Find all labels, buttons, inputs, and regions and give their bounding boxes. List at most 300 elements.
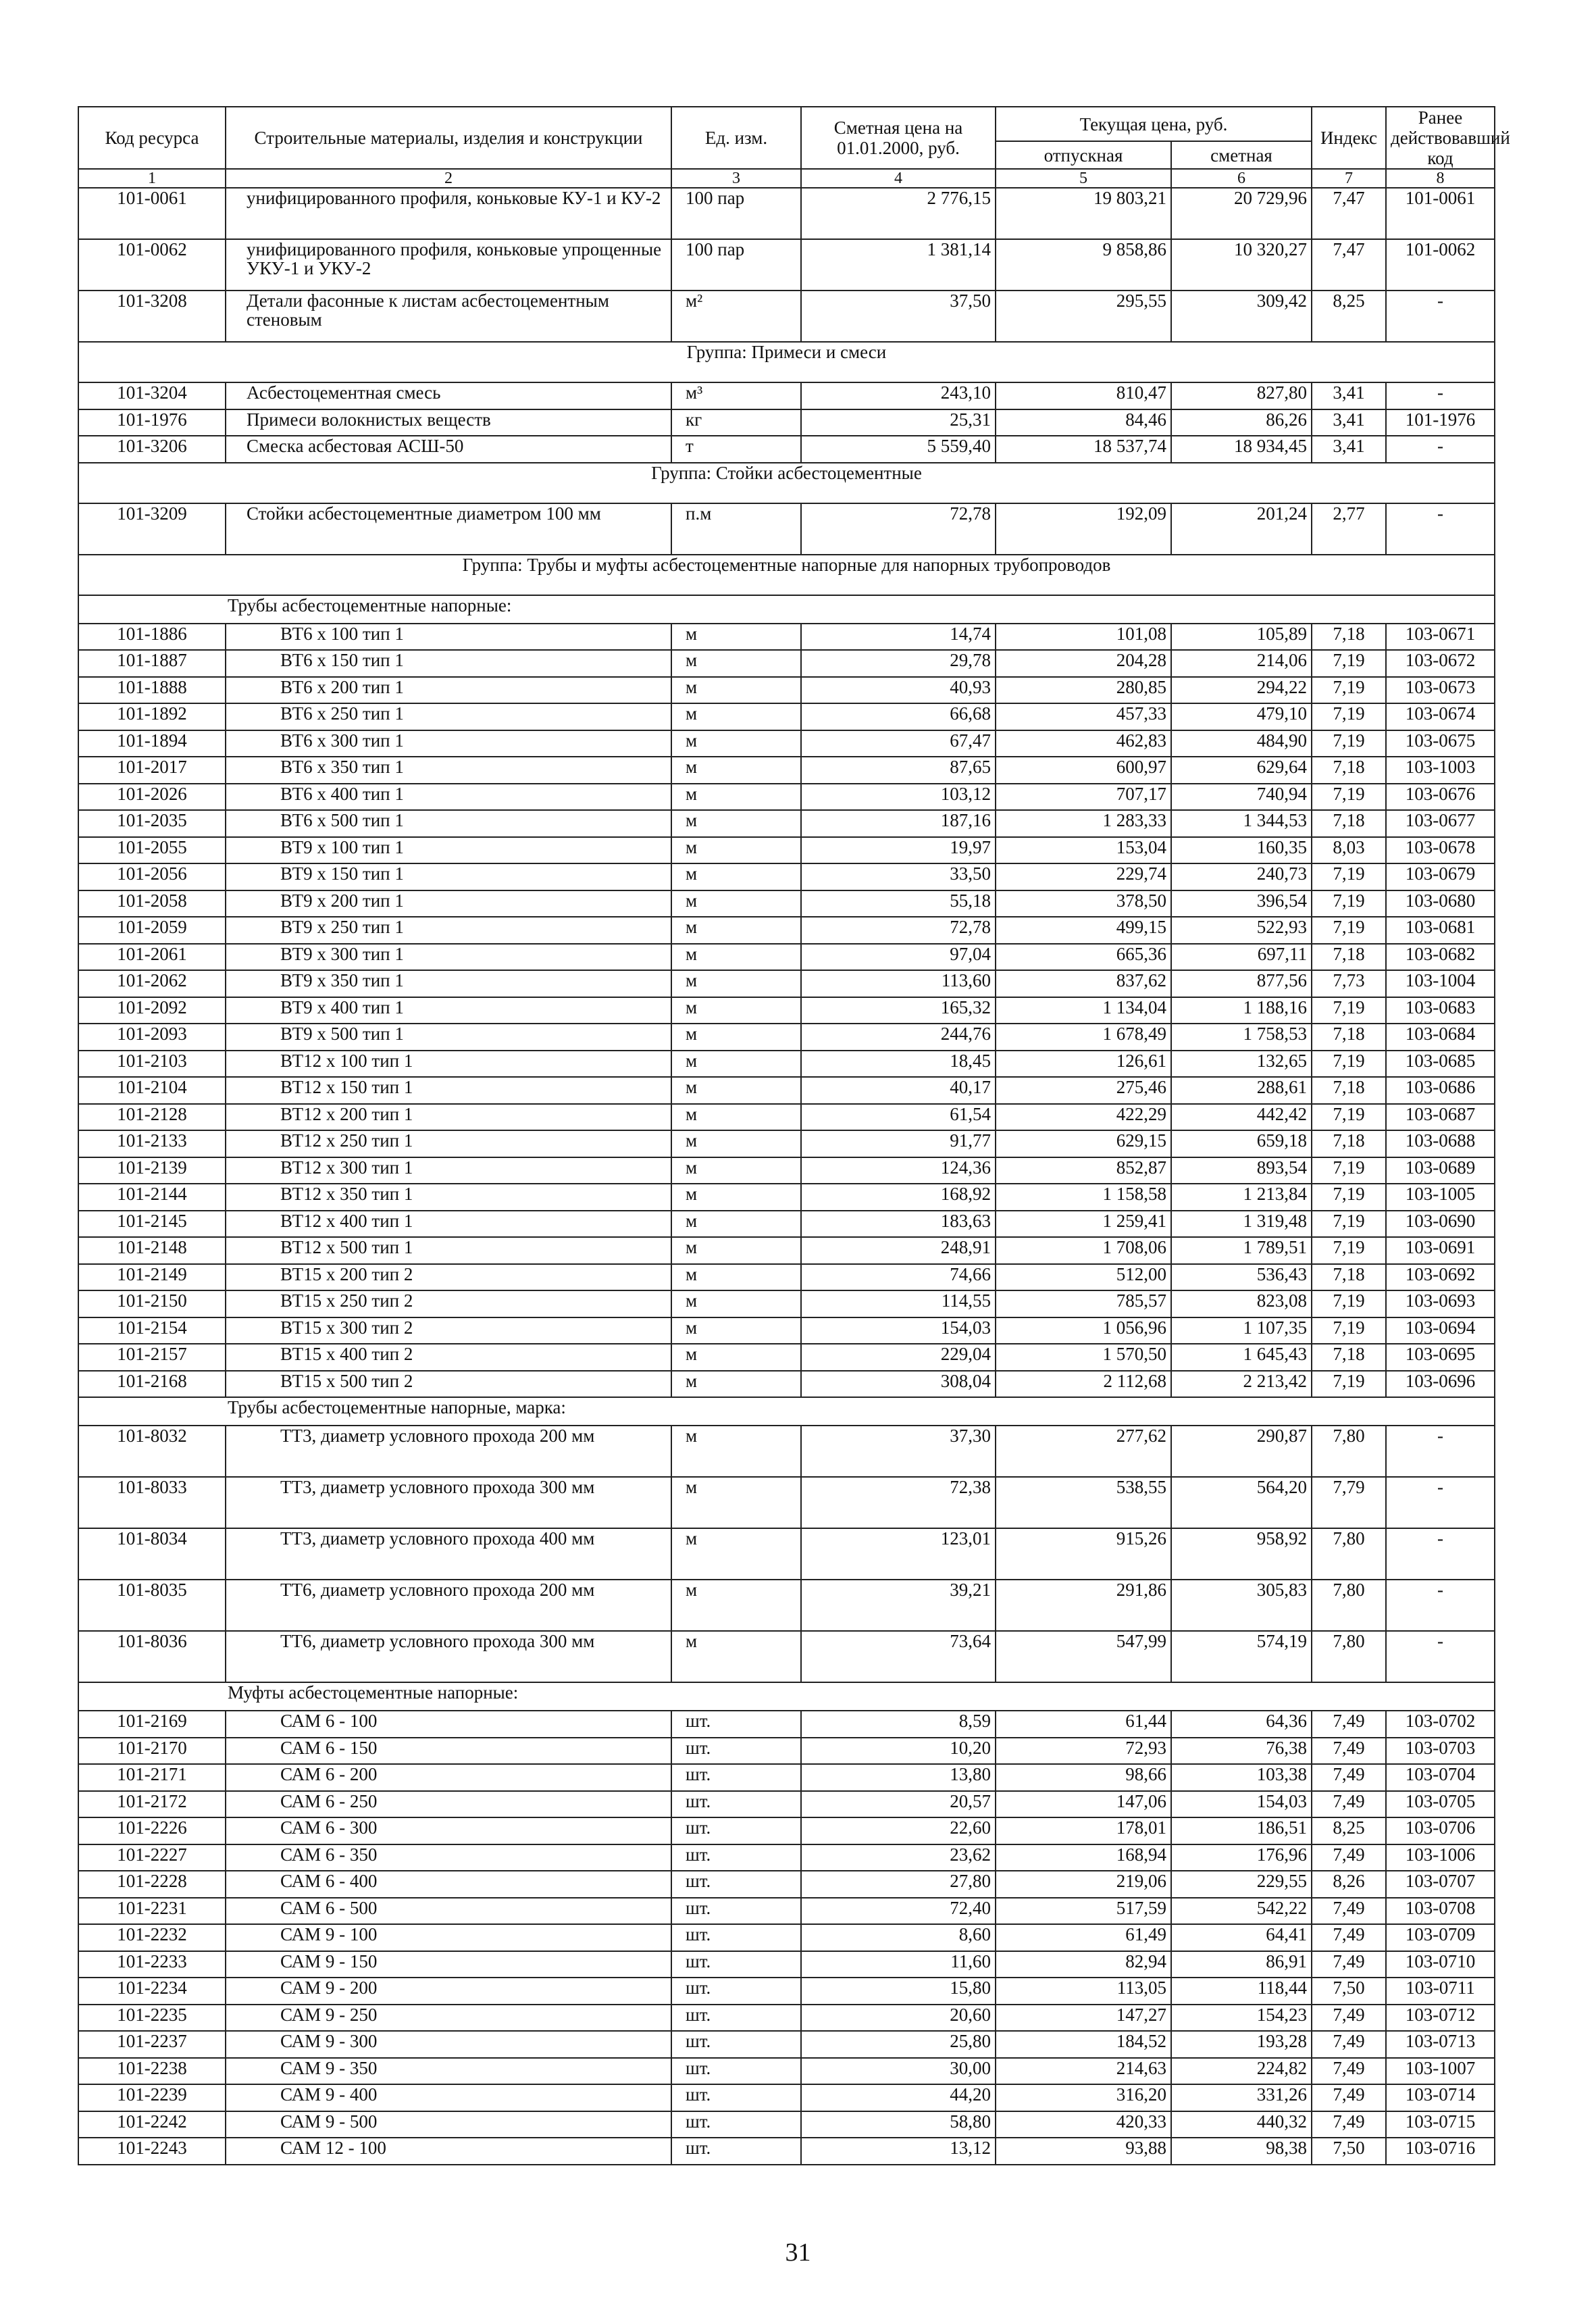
cell-base-price: 67,47	[801, 730, 996, 757]
table-row	[78, 1317, 1495, 1344]
cell-name: САМ 6 - 250	[226, 1791, 671, 1818]
cell-name: ВТ6 х 150 тип 1	[226, 650, 671, 677]
cell-index: 7,19	[1312, 703, 1386, 730]
cell-code: 101-8033	[78, 1477, 226, 1528]
cell-unit: м	[671, 970, 801, 997]
cell-index: 7,49	[1312, 1764, 1386, 1791]
cell-estimate-price: 64,41	[1171, 1924, 1312, 1951]
cell-name: ВТ15 х 400 тип 2	[226, 1344, 671, 1371]
cell-name: САМ 9 - 200	[226, 1978, 671, 2005]
cell-estimate-price: 288,61	[1171, 1077, 1312, 1104]
cell-code: 101-2035	[78, 810, 226, 837]
cell-previous-code: 103-0682	[1386, 944, 1495, 971]
cell-index: 7,80	[1312, 1580, 1386, 1631]
cell-estimate-price: 64,36	[1171, 1711, 1312, 1738]
cell-previous-code: 103-0678	[1386, 837, 1495, 864]
cell-unit: шт.	[671, 1791, 801, 1818]
cell-unit: м	[671, 1344, 801, 1371]
cell-name: ВТ15 х 300 тип 2	[226, 1317, 671, 1344]
table-row	[78, 2005, 1495, 2032]
cell-name: ТТ6, диаметр условного прохода 200 мм	[226, 1580, 671, 1631]
cell-base-price: 30,00	[801, 2058, 996, 2085]
cell-release-price: 1 570,50	[996, 1344, 1171, 1371]
table-row	[78, 291, 1495, 342]
cell-code: 101-2231	[78, 1898, 226, 1925]
table-row	[78, 409, 1495, 436]
group-heading: Группа: Стойки асбестоцементные	[78, 463, 1495, 503]
cell-release-price: 168,94	[996, 1844, 1171, 1871]
cell-previous-code: 103-0683	[1386, 997, 1495, 1024]
cell-unit: м	[671, 1157, 801, 1184]
cell-estimate-price: 1 344,53	[1171, 810, 1312, 837]
cell-previous-code: 103-0680	[1386, 890, 1495, 917]
cell-index: 7,18	[1312, 624, 1386, 651]
cell-unit: м	[671, 784, 801, 811]
cell-previous-code: 103-1003	[1386, 757, 1495, 784]
cell-code: 101-2237	[78, 2031, 226, 2058]
cell-release-price: 184,52	[996, 2031, 1171, 2058]
cell-previous-code: 101-1976	[1386, 409, 1495, 436]
cell-previous-code: 103-0715	[1386, 2111, 1495, 2138]
cell-base-price: 87,65	[801, 757, 996, 784]
cell-index: 7,19	[1312, 1211, 1386, 1238]
cell-index: 7,79	[1312, 1477, 1386, 1528]
cell-base-price: 72,38	[801, 1477, 996, 1528]
cell-unit: шт.	[671, 2111, 801, 2138]
header-base-price: Сметная цена на 01.01.2000, руб.	[801, 107, 996, 169]
table-row	[78, 188, 1495, 239]
cell-unit: м³	[671, 382, 801, 409]
table-row	[78, 239, 1495, 291]
cell-index: 7,19	[1312, 1051, 1386, 1078]
cell-release-price: 517,59	[996, 1898, 1171, 1925]
cell-previous-code: 103-0687	[1386, 1104, 1495, 1131]
cell-code: 101-2239	[78, 2084, 226, 2111]
cell-previous-code: 103-0702	[1386, 1711, 1495, 1738]
table-row	[78, 624, 1495, 651]
header-index: Индекс	[1312, 107, 1386, 169]
cell-estimate-price: 396,54	[1171, 890, 1312, 917]
cell-estimate-price: 522,93	[1171, 917, 1312, 944]
cell-previous-code: 103-0711	[1386, 1978, 1495, 2005]
cell-index: 2,77	[1312, 503, 1386, 555]
cell-code: 101-2139	[78, 1157, 226, 1184]
cell-previous-code: 103-0690	[1386, 1211, 1495, 1238]
cell-index: 7,50	[1312, 2138, 1386, 2165]
cell-previous-code: 103-0685	[1386, 1051, 1495, 1078]
cell-estimate-price: 305,83	[1171, 1580, 1312, 1631]
cell-code: 101-0061	[78, 188, 226, 239]
cell-code: 101-1886	[78, 624, 226, 651]
cell-unit: шт.	[671, 2058, 801, 2085]
cell-code: 101-8032	[78, 1426, 226, 1477]
cell-release-price: 204,28	[996, 650, 1171, 677]
cell-unit: 100 пар	[671, 239, 801, 291]
cell-previous-code: 103-0675	[1386, 730, 1495, 757]
cell-code: 101-1892	[78, 703, 226, 730]
cell-previous-code: 103-0694	[1386, 1317, 1495, 1344]
cell-estimate-price: 479,10	[1171, 703, 1312, 730]
header-column-numbers	[78, 169, 1495, 188]
cell-code: 101-2227	[78, 1844, 226, 1871]
cell-release-price: 665,36	[996, 944, 1171, 971]
cell-release-price: 84,46	[996, 409, 1171, 436]
cell-index: 8,25	[1312, 1817, 1386, 1844]
cell-estimate-price: 176,96	[1171, 1844, 1312, 1871]
cell-index: 7,49	[1312, 1898, 1386, 1925]
cell-estimate-price: 154,03	[1171, 1791, 1312, 1818]
cell-estimate-price: 440,32	[1171, 2111, 1312, 2138]
cell-index: 8,26	[1312, 1871, 1386, 1898]
cell-base-price: 72,78	[801, 503, 996, 555]
cell-release-price: 1 708,06	[996, 1237, 1171, 1264]
cell-release-price: 600,97	[996, 757, 1171, 784]
header-unit: Ед. изм.	[671, 107, 801, 169]
cell-unit: м	[671, 703, 801, 730]
cell-index: 7,49	[1312, 1738, 1386, 1765]
cell-previous-code: -	[1386, 291, 1495, 342]
table-row	[78, 1290, 1495, 1317]
table-row	[78, 382, 1495, 409]
cell-estimate-price: 229,55	[1171, 1871, 1312, 1898]
cell-previous-code: 103-0705	[1386, 1791, 1495, 1818]
table-row	[78, 1738, 1495, 1765]
cell-base-price: 183,63	[801, 1211, 996, 1238]
cell-code: 101-2145	[78, 1211, 226, 1238]
cell-release-price: 153,04	[996, 837, 1171, 864]
cell-index: 7,49	[1312, 1924, 1386, 1951]
table-row	[78, 2111, 1495, 2138]
cell-code: 101-8035	[78, 1580, 226, 1631]
cell-unit: шт.	[671, 1898, 801, 1925]
cell-previous-code: 103-0693	[1386, 1290, 1495, 1317]
cell-base-price: 18,45	[801, 1051, 996, 1078]
cell-name: ВТ9 х 250 тип 1	[226, 917, 671, 944]
cell-index: 7,50	[1312, 1978, 1386, 2005]
cell-unit: м	[671, 1024, 801, 1051]
cell-previous-code: 103-1005	[1386, 1184, 1495, 1211]
cell-index: 7,49	[1312, 1791, 1386, 1818]
cell-estimate-price: 1 789,51	[1171, 1237, 1312, 1264]
cell-name: Стойки асбестоцементные диаметром 100 мм	[226, 503, 671, 555]
cell-index: 7,18	[1312, 1130, 1386, 1157]
table-row	[78, 1211, 1495, 1238]
cell-previous-code: 103-0684	[1386, 1024, 1495, 1051]
cell-code: 101-1888	[78, 677, 226, 704]
cell-name: ВТ12 х 100 тип 1	[226, 1051, 671, 1078]
cell-name: ВТ12 х 400 тип 1	[226, 1211, 671, 1238]
cell-release-price: 101,08	[996, 624, 1171, 651]
cell-index: 7,19	[1312, 1317, 1386, 1344]
cell-estimate-price: 1 188,16	[1171, 997, 1312, 1024]
cell-base-price: 61,54	[801, 1104, 996, 1131]
cell-previous-code: 103-0676	[1386, 784, 1495, 811]
table-row	[78, 436, 1495, 463]
cell-estimate-price: 76,38	[1171, 1738, 1312, 1765]
cell-previous-code: 103-0706	[1386, 1817, 1495, 1844]
column-number: 8	[1386, 169, 1495, 188]
cell-code: 101-2168	[78, 1371, 226, 1398]
cell-estimate-price: 331,26	[1171, 2084, 1312, 2111]
cell-unit: м	[671, 890, 801, 917]
cell-index: 7,19	[1312, 1104, 1386, 1131]
table-row	[78, 1951, 1495, 1978]
cell-index: 7,19	[1312, 1290, 1386, 1317]
cell-index: 7,19	[1312, 1157, 1386, 1184]
cell-previous-code: 103-0695	[1386, 1344, 1495, 1371]
section-mixes-title	[78, 342, 1495, 382]
cell-index: 7,49	[1312, 1711, 1386, 1738]
cell-previous-code: -	[1386, 1580, 1495, 1631]
cell-code: 101-8036	[78, 1631, 226, 1682]
cell-base-price: 2 776,15	[801, 188, 996, 239]
table-row	[78, 890, 1495, 917]
cell-estimate-price: 958,92	[1171, 1528, 1312, 1580]
cell-index: 7,18	[1312, 1077, 1386, 1104]
cell-estimate-price: 659,18	[1171, 1130, 1312, 1157]
cell-unit: шт.	[671, 1764, 801, 1791]
cell-previous-code: 103-0708	[1386, 1898, 1495, 1925]
header-previous-code: Ранее действовавший код	[1386, 107, 1495, 169]
cell-index: 7,19	[1312, 784, 1386, 811]
cell-base-price: 25,31	[801, 409, 996, 436]
group-heading: Группа: Трубы и муфты асбестоцементные напорные для напорных трубопроводов	[78, 555, 1495, 595]
cell-unit: м	[671, 1237, 801, 1264]
cell-previous-code: 103-0707	[1386, 1871, 1495, 1898]
cell-unit: шт.	[671, 1817, 801, 1844]
cell-release-price: 512,00	[996, 1264, 1171, 1291]
cell-code: 101-2243	[78, 2138, 226, 2165]
cell-estimate-price: 877,56	[1171, 970, 1312, 997]
cell-unit: м	[671, 1528, 801, 1580]
cell-index: 7,47	[1312, 239, 1386, 291]
cell-previous-code: 103-0671	[1386, 624, 1495, 651]
cell-code: 101-2061	[78, 944, 226, 971]
cell-previous-code: 103-1007	[1386, 2058, 1495, 2085]
cell-name: ВТ15 х 250 тип 2	[226, 1290, 671, 1317]
column-number: 4	[801, 169, 996, 188]
cell-unit: м	[671, 1051, 801, 1078]
cell-code: 101-2169	[78, 1711, 226, 1738]
cell-previous-code: -	[1386, 1477, 1495, 1528]
cell-code: 101-2144	[78, 1184, 226, 1211]
cell-base-price: 13,12	[801, 2138, 996, 2165]
cell-base-price: 20,60	[801, 2005, 996, 2032]
cell-index: 7,80	[1312, 1631, 1386, 1682]
cell-release-price: 277,62	[996, 1426, 1171, 1477]
cell-unit: м	[671, 810, 801, 837]
cell-base-price: 58,80	[801, 2111, 996, 2138]
cell-base-price: 154,03	[801, 1317, 996, 1344]
cell-estimate-price: 86,91	[1171, 1951, 1312, 1978]
cell-unit: шт.	[671, 1951, 801, 1978]
cell-release-price: 61,49	[996, 1924, 1171, 1951]
table-row	[78, 1051, 1495, 1078]
cell-base-price: 113,60	[801, 970, 996, 997]
cell-code: 101-2092	[78, 997, 226, 1024]
cell-code: 101-2157	[78, 1344, 226, 1371]
cell-base-price: 72,40	[801, 1898, 996, 1925]
cell-name: САМ 6 - 300	[226, 1817, 671, 1844]
table-row	[78, 1978, 1495, 2005]
cell-unit: м	[671, 1264, 801, 1291]
cell-estimate-price: 224,82	[1171, 2058, 1312, 2085]
cell-previous-code: -	[1386, 1528, 1495, 1580]
cell-code: 101-2133	[78, 1130, 226, 1157]
price-table	[78, 106, 1510, 2165]
cell-index: 7,49	[1312, 1951, 1386, 1978]
cell-code: 101-2059	[78, 917, 226, 944]
cell-name: ВТ6 х 300 тип 1	[226, 730, 671, 757]
table-row	[78, 677, 1495, 704]
table-row	[78, 2138, 1495, 2165]
cell-name: унифицированного профиля, коньковые КУ-1 и КУ-2	[226, 188, 671, 239]
cell-previous-code: -	[1386, 1631, 1495, 1682]
cell-estimate-price: 1 213,84	[1171, 1184, 1312, 1211]
cell-name: САМ 6 - 500	[226, 1898, 671, 1925]
cell-estimate-price: 697,11	[1171, 944, 1312, 971]
table-row	[78, 650, 1495, 677]
cell-estimate-price: 740,94	[1171, 784, 1312, 811]
cell-base-price: 74,66	[801, 1264, 996, 1291]
cell-base-price: 15,80	[801, 1978, 996, 2005]
cell-release-price: 147,27	[996, 2005, 1171, 2032]
cell-release-price: 378,50	[996, 890, 1171, 917]
cell-release-price: 280,85	[996, 677, 1171, 704]
column-number: 5	[996, 169, 1171, 188]
cell-unit: м	[671, 1426, 801, 1477]
cell-base-price: 103,12	[801, 784, 996, 811]
cell-code: 101-1976	[78, 409, 226, 436]
cell-unit: м	[671, 1631, 801, 1682]
cell-release-price: 18 537,74	[996, 436, 1171, 463]
cell-index: 7,49	[1312, 2031, 1386, 2058]
cell-code: 101-3206	[78, 436, 226, 463]
cell-estimate-price: 201,24	[1171, 503, 1312, 555]
cell-base-price: 308,04	[801, 1371, 996, 1398]
cell-index: 3,41	[1312, 436, 1386, 463]
table-row	[78, 944, 1495, 971]
table-row	[78, 1104, 1495, 1131]
cell-release-price: 547,99	[996, 1631, 1171, 1682]
cell-previous-code: 101-0061	[1386, 188, 1495, 239]
cell-base-price: 97,04	[801, 944, 996, 971]
cell-unit: м	[671, 1184, 801, 1211]
cell-code: 101-2017	[78, 757, 226, 784]
cell-code: 101-8034	[78, 1528, 226, 1580]
cell-code: 101-3208	[78, 291, 226, 342]
cell-previous-code: 103-0673	[1386, 677, 1495, 704]
cell-index: 7,49	[1312, 2005, 1386, 2032]
table-row	[78, 2058, 1495, 2085]
cell-base-price: 23,62	[801, 1844, 996, 1871]
cell-release-price: 1 283,33	[996, 810, 1171, 837]
cell-estimate-price: 1 645,43	[1171, 1344, 1312, 1371]
section-brand	[78, 1426, 1495, 1682]
cell-name: САМ 6 - 200	[226, 1764, 671, 1791]
cell-code: 101-2062	[78, 970, 226, 997]
header-materials: Строительные материалы, изделия и конструкции	[226, 107, 671, 169]
cell-unit: кг	[671, 409, 801, 436]
cell-index: 7,73	[1312, 970, 1386, 997]
cell-name: ВТ9 х 500 тип 1	[226, 1024, 671, 1051]
cell-name: ВТ9 х 350 тип 1	[226, 970, 671, 997]
cell-previous-code: 103-1006	[1386, 1844, 1495, 1871]
table-row	[78, 784, 1495, 811]
cell-release-price: 837,62	[996, 970, 1171, 997]
cell-name: ВТ15 х 200 тип 2	[226, 1264, 671, 1291]
cell-estimate-price: 86,26	[1171, 409, 1312, 436]
cell-name: САМ 9 - 400	[226, 2084, 671, 2111]
cell-estimate-price: 827,80	[1171, 382, 1312, 409]
cell-name: САМ 6 - 350	[226, 1844, 671, 1871]
cell-unit: шт.	[671, 1738, 801, 1765]
cell-index: 7,49	[1312, 2084, 1386, 2111]
cell-release-price: 113,05	[996, 1978, 1171, 2005]
cell-base-price: 40,17	[801, 1077, 996, 1104]
cell-index: 7,18	[1312, 1024, 1386, 1051]
cell-release-price: 810,47	[996, 382, 1171, 409]
cell-name: ТТ3, диаметр условного прохода 200 мм	[226, 1426, 671, 1477]
cell-estimate-price: 536,43	[1171, 1264, 1312, 1291]
cell-index: 7,19	[1312, 917, 1386, 944]
table-row	[78, 2084, 1495, 2111]
table-row	[78, 1157, 1495, 1184]
cell-name: ВТ12 х 500 тип 1	[226, 1237, 671, 1264]
cell-estimate-price: 564,20	[1171, 1477, 1312, 1528]
cell-name: САМ 9 - 500	[226, 2111, 671, 2138]
table-row	[78, 1371, 1495, 1398]
cell-name: ВТ6 х 500 тип 1	[226, 810, 671, 837]
cell-estimate-price: 484,90	[1171, 730, 1312, 757]
cell-name: ТТ6, диаметр условного прохода 300 мм	[226, 1631, 671, 1682]
table-row	[78, 1791, 1495, 1818]
table-row	[78, 1264, 1495, 1291]
cell-code: 101-2172	[78, 1791, 226, 1818]
cell-index: 7,19	[1312, 650, 1386, 677]
cell-base-price: 1 381,14	[801, 239, 996, 291]
cell-unit: шт.	[671, 2138, 801, 2165]
cell-release-price: 147,06	[996, 1791, 1171, 1818]
cell-code: 101-3209	[78, 503, 226, 555]
table-row	[78, 1344, 1495, 1371]
cell-code: 101-2233	[78, 1951, 226, 1978]
cell-estimate-price: 823,08	[1171, 1290, 1312, 1317]
column-number: 2	[226, 169, 671, 188]
cell-code: 101-2103	[78, 1051, 226, 1078]
section-pipes	[78, 624, 1495, 1398]
table-row	[78, 1477, 1495, 1528]
table-row	[78, 997, 1495, 1024]
cell-base-price: 168,92	[801, 1184, 996, 1211]
cell-code: 101-2171	[78, 1764, 226, 1791]
table-row	[78, 1184, 1495, 1211]
page-number: 31	[785, 2238, 811, 2267]
cell-base-price: 44,20	[801, 2084, 996, 2111]
cell-index: 7,18	[1312, 1264, 1386, 1291]
cell-unit: шт.	[671, 1844, 801, 1871]
cell-previous-code: 103-0696	[1386, 1371, 1495, 1398]
cell-release-price: 707,17	[996, 784, 1171, 811]
cell-previous-code: 103-0677	[1386, 810, 1495, 837]
cell-release-price: 1 678,49	[996, 1024, 1171, 1051]
cell-previous-code: 103-0704	[1386, 1764, 1495, 1791]
cell-previous-code: 103-0713	[1386, 2031, 1495, 2058]
table-row	[78, 2031, 1495, 2058]
cell-estimate-price: 1 758,53	[1171, 1024, 1312, 1051]
cell-unit: м	[671, 1077, 801, 1104]
cell-estimate-price: 893,54	[1171, 1157, 1312, 1184]
